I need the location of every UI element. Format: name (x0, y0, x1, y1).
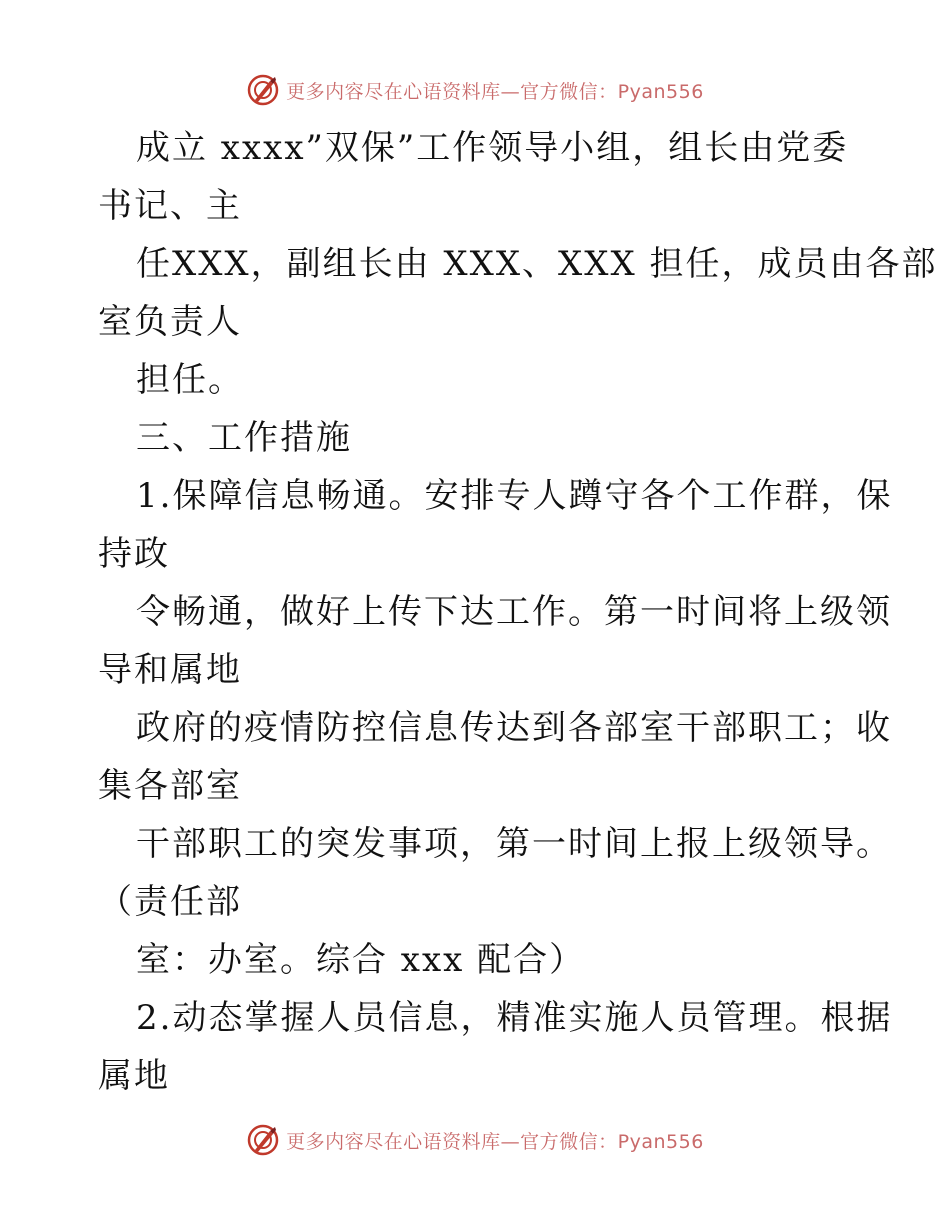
text-line: 集各部室 (98, 766, 242, 806)
text-line: 持政 (98, 534, 170, 574)
text-line: 室负责人 (98, 302, 242, 342)
watermark-text: 更多内容尽在心语资料库—官方微信：Pyan556 (286, 80, 704, 103)
text-line: 令畅通，做好上传下达工作。第一时间将上级领 (136, 592, 892, 632)
text-line: 政府的疫情防控信息传达到各部室干部职工；收 (136, 708, 892, 748)
logo-icon (246, 1123, 280, 1157)
text-line: 室：办室。综合 xxx 配合） (136, 940, 586, 980)
text-line: 属地 (98, 1056, 170, 1096)
text-line: 书记、主 (98, 186, 242, 226)
watermark-text: 更多内容尽在心语资料库—官方微信：Pyan556 (286, 1130, 704, 1153)
logo-icon (246, 73, 280, 107)
section-heading: 三、工作措施 (136, 418, 352, 458)
header-watermark (0, 70, 950, 110)
text-line: （责任部 (98, 882, 242, 922)
footer-watermark (0, 1120, 950, 1160)
document-body (98, 119, 938, 1105)
wechat-id: Pyan556 (617, 80, 704, 103)
text-line: 任XXX，副组长由 XXX、XXX 担任，成员由各部 (136, 244, 938, 284)
text-line: 1.保障信息畅通。安排专人蹲守各个工作群，保 (136, 476, 893, 516)
text-line: 干部职工的突发事项，第一时间上报上级领导。 (136, 824, 892, 864)
text-line: 导和属地 (98, 650, 242, 690)
wechat-id: Pyan556 (617, 1130, 704, 1153)
text-line: 成立 xxxx”双保”工作领导小组，组长由党委 (136, 128, 849, 168)
text-line: 2.动态掌握人员信息，精准实施人员管理。根据 (136, 998, 893, 1038)
text-line: 担任。 (136, 360, 244, 400)
